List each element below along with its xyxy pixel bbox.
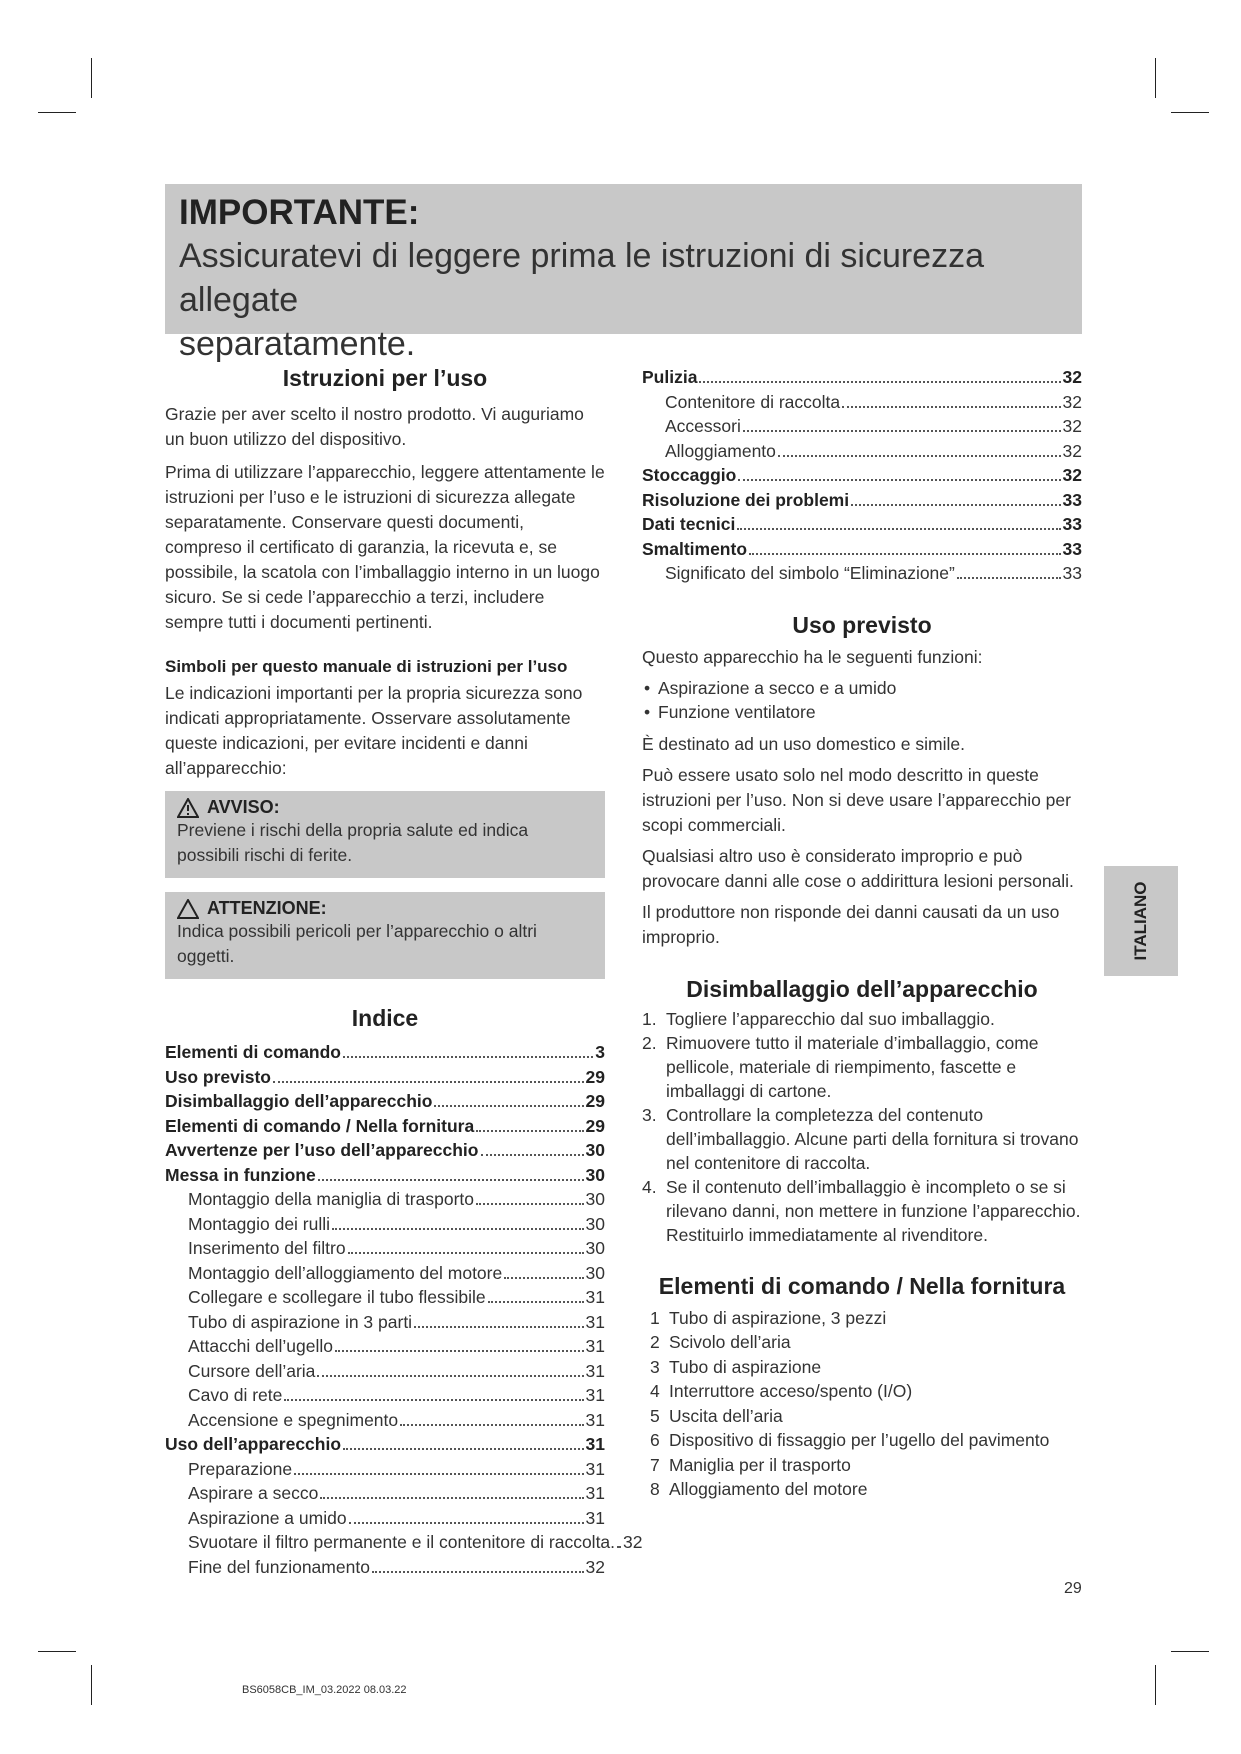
- toc-page: 31: [585, 1385, 605, 1405]
- crop-mark: [91, 58, 92, 98]
- unpacking-steps: [642, 1007, 1082, 1247]
- list-item: 6 Dispositivo di fissaggio per l’ugello del pavimento: [650, 1430, 1050, 1450]
- toc-entry: [642, 488, 1082, 513]
- toc-label: Montaggio della maniglia di trasporto: [188, 1189, 474, 1209]
- toc-leader: [294, 1473, 583, 1475]
- toc-leader: [504, 1277, 583, 1279]
- list-item: 3. Controllare la completezza del contenuto dell’imballaggio. Alcune parti della fornitura si trovano nel contenitore di raccolta.: [642, 1104, 1079, 1173]
- toc-page: 30: [585, 1262, 605, 1283]
- toc-page: 29: [585, 1066, 605, 1087]
- toc-label: Accessori: [665, 416, 741, 436]
- toc-leader: [332, 1228, 584, 1230]
- toc-entry: [165, 1310, 605, 1335]
- intro-paragraph: Prima di utilizzare l’apparecchio, leggere attentamente le istruzioni per l’uso e le istruzioni di sicurezza allegate separatamente. Conservare questi documenti, compreso il certificato di garanzia, la ricevuta e, se possibile, la scatola con l’imballaggio interno in un luogo sicuro. Se si cede l’apparecchio a terzi, includere sempre tutti i documenti pertinenti.: [165, 462, 605, 632]
- toc-entry: [642, 414, 1082, 439]
- toc-entry: [165, 1457, 605, 1482]
- section-heading: Uso previsto: [792, 611, 932, 638]
- toc-label: Accensione e spegnimento: [188, 1409, 399, 1430]
- toc-entry: [165, 1114, 605, 1139]
- toc-label: Elementi di comando / Nella fornitura: [165, 1115, 475, 1136]
- toc-page: 31: [585, 1434, 605, 1454]
- toc-leader: [273, 1081, 584, 1083]
- crop-mark: [91, 1665, 92, 1705]
- toc-entry: [165, 1408, 605, 1433]
- toc-entry: [165, 1359, 605, 1384]
- toc-page: 33: [1062, 538, 1082, 559]
- toc-label: Cavo di rete: [188, 1385, 283, 1405]
- toc-entry: [642, 390, 1082, 415]
- language-tab: [1104, 866, 1178, 976]
- section-heading: Disimballaggio dell’apparecchio: [686, 975, 1038, 1002]
- toc-entry: [165, 1432, 605, 1457]
- list-item: 8 Alloggiamento del motore: [650, 1479, 868, 1499]
- list-item: • Aspirazione a secco e a umido: [642, 676, 1082, 700]
- toc-leader: [348, 1252, 584, 1254]
- toc-label: Risoluzione dei problemi: [642, 489, 850, 510]
- toc-label: Uso dell’apparecchio: [165, 1434, 342, 1454]
- page-number: 29: [1064, 1580, 1082, 1597]
- toc-label: Elementi di comando: [165, 1042, 341, 1062]
- toc-page: 32: [1062, 367, 1082, 387]
- toc-leader: [743, 430, 1061, 432]
- language-label: ITALIANO: [1131, 881, 1150, 961]
- list-item: 1 Tubo di aspirazione, 3 pezzi: [650, 1307, 887, 1328]
- toc-entry: [642, 561, 1082, 586]
- toc-page: 30: [585, 1140, 605, 1160]
- list-item: 3 Tubo di aspirazione: [650, 1356, 822, 1377]
- toc-label: Aspirazione a umido: [188, 1507, 347, 1528]
- footer-code: BS6058CB_IM_03.2022 08.03.22: [242, 1684, 407, 1696]
- list-item: 4 Interruttore acceso/spento (I/O): [650, 1381, 913, 1401]
- toc-page: 29: [585, 1091, 605, 1111]
- uso-paragraph: È destinato ad un uso domestico e simile.: [642, 733, 965, 754]
- list-item: 2 Scivolo dell’aria: [650, 1332, 791, 1352]
- toc-leader: [842, 406, 1060, 408]
- toc-entry: [642, 512, 1082, 537]
- toc-leader: [414, 1326, 583, 1328]
- toc-page: 31: [585, 1287, 605, 1307]
- caution-triangle-icon: [177, 899, 199, 919]
- toc-page: 32: [1062, 391, 1082, 412]
- symbols-text: Le indicazioni importanti per la propria sicurezza sono indicati appropriatamente. Osservare assolutamente queste indicazioni, per evitare incidenti e danni all’apparecchio:: [165, 683, 583, 778]
- toc-leader: [343, 1056, 593, 1058]
- toc-page: 32: [623, 1532, 643, 1552]
- toc-label: Disimballaggio dell’apparecchio: [165, 1091, 433, 1111]
- caution-title: ATTENZIONE:: [207, 898, 327, 918]
- toc-page: 33: [1062, 489, 1082, 510]
- toc-entry: [165, 1383, 605, 1408]
- banner-line: Assicuratevi di leggere prima le istruzioni di sicurezza allegate: [179, 237, 984, 319]
- toc-page: 31: [585, 1483, 605, 1503]
- uso-paragraph: Qualsiasi altro uso è considerato improprio e può provocare danni alle cose o addirittura lesioni personali.: [642, 845, 1074, 891]
- toc-page: 31: [585, 1360, 605, 1381]
- toc-leader: [778, 455, 1061, 457]
- right-column: [642, 365, 1082, 1502]
- toc-entry: [165, 1530, 643, 1555]
- symbols-heading: Simboli per questo manuale di istruzioni per l’uso: [165, 657, 568, 676]
- list-item: 1. Togliere l’apparecchio dal suo imballaggio.: [642, 1008, 995, 1029]
- warning-title: AVVISO:: [207, 797, 280, 817]
- crop-mark: [1155, 58, 1156, 98]
- important-banner: [165, 184, 1082, 363]
- toc-entry: [165, 1261, 605, 1286]
- toc-leader: [335, 1350, 584, 1352]
- crop-mark: [38, 1651, 76, 1652]
- section-heading: Istruzioni per l’uso: [282, 365, 488, 391]
- toc-leader: [851, 504, 1060, 506]
- parts-list: [642, 1306, 1082, 1502]
- toc-leader: [320, 1497, 583, 1499]
- toc-page: 32: [1062, 465, 1082, 485]
- toc-entry: [165, 1555, 605, 1580]
- toc-entry: [165, 1506, 605, 1531]
- uso-intro: Questo apparecchio ha le seguenti funzioni:: [642, 646, 983, 667]
- toc-label: Pulizia: [642, 367, 698, 387]
- crop-mark: [1171, 1651, 1209, 1652]
- toc-entry: [165, 1089, 605, 1114]
- intro-paragraph: Grazie per aver scelto il nostro prodotto. Vi auguriamo un buon utilizzo del dispositivo.: [165, 404, 584, 449]
- toc-label: Inserimento del filtro: [188, 1238, 346, 1258]
- toc-entry: [165, 1163, 605, 1188]
- toc-page: 32: [585, 1556, 605, 1577]
- list-item: 7 Maniglia per il trasporto: [650, 1454, 851, 1475]
- crop-mark: [1155, 1665, 1156, 1705]
- crop-mark: [38, 112, 76, 113]
- toc-leader: [343, 1448, 584, 1450]
- toc-page: 31: [585, 1507, 605, 1528]
- toc-entry: [165, 1212, 605, 1237]
- toc-leader: [617, 1546, 621, 1548]
- toc-label: Messa in funzione: [165, 1164, 316, 1185]
- toc-page: 30: [585, 1164, 605, 1185]
- toc-label: Fine del funzionamento: [188, 1556, 370, 1577]
- toc-page: 32: [1062, 416, 1082, 436]
- toc-leader: [400, 1424, 583, 1426]
- toc-entry: [165, 1187, 605, 1212]
- toc-entry: [165, 1236, 605, 1261]
- warning-box: [165, 791, 605, 878]
- toc-page: 33: [1062, 563, 1082, 583]
- toc-leader: [957, 577, 1061, 579]
- toc-entry: [642, 365, 1082, 390]
- list-item: 5 Uscita dell’aria: [650, 1405, 783, 1426]
- toc-leader: [737, 528, 1060, 530]
- toc-entry: [165, 1138, 605, 1163]
- toc-label: Uso previsto: [165, 1066, 271, 1087]
- toc-label: Tubo di aspirazione in 3 parti: [188, 1311, 413, 1332]
- left-column: [165, 365, 643, 1579]
- toc-page: 31: [585, 1409, 605, 1430]
- toc-leader: [372, 1571, 584, 1573]
- toc-leader: [284, 1399, 583, 1401]
- toc-label: Contenitore di raccolta: [665, 391, 841, 412]
- toc-page: 3: [595, 1042, 605, 1062]
- toc-leader: [317, 1375, 583, 1377]
- toc-page: 31: [585, 1311, 605, 1332]
- toc-page: 30: [585, 1213, 605, 1234]
- toc-label: Cursore dell’aria: [188, 1360, 316, 1381]
- uso-paragraph: Il produttore non risponde dei danni causati da un uso improprio.: [642, 901, 1060, 947]
- toc-entry: [165, 1285, 605, 1310]
- list-item: • Funzione ventilatore: [642, 700, 1082, 724]
- toc-entry: [165, 1065, 605, 1090]
- index-heading: Indice: [351, 1005, 419, 1031]
- toc-leader: [476, 1203, 584, 1205]
- toc-leader: [699, 381, 1060, 383]
- table-of-contents: [165, 1040, 643, 1579]
- toc-label: Collegare e scollegare il tubo flessibile: [188, 1287, 486, 1307]
- toc-page: 31: [585, 1458, 605, 1479]
- toc-page: 30: [585, 1189, 605, 1209]
- toc-leader: [488, 1301, 584, 1303]
- crop-mark: [1171, 112, 1209, 113]
- toc-label: Stoccaggio: [642, 465, 737, 485]
- banner-line: separatamente.: [179, 325, 416, 363]
- toc-label: Montaggio dell’alloggiamento del motore: [188, 1262, 503, 1283]
- caution-text: Indica possibili pericoli per l’apparecchio o altri oggetti.: [177, 921, 537, 966]
- function-list: [642, 676, 1082, 724]
- toc-entry: [165, 1481, 605, 1506]
- toc-label: Preparazione: [188, 1458, 293, 1479]
- toc-page: 29: [585, 1115, 605, 1136]
- toc-leader: [434, 1105, 583, 1107]
- warning-text: Previene i rischi della propria salute ed indica possibili rischi di ferite.: [177, 820, 529, 865]
- toc-page: 33: [1062, 514, 1082, 534]
- table-of-contents-continued: [642, 365, 1082, 586]
- list-item: 4. Se il contenuto dell’imballaggio è incompleto o se si rilevano danni, non mettere in funzione l’apparecchio. Restituirlo immediatamente al rivenditore.: [642, 1176, 1081, 1245]
- toc-entry: [642, 463, 1082, 488]
- toc-entry: [642, 537, 1082, 562]
- toc-label: Attacchi dell’ugello: [188, 1336, 333, 1356]
- toc-leader: [738, 479, 1060, 481]
- caution-box: [165, 892, 605, 979]
- uso-paragraph: Può essere usato solo nel modo descritto in queste istruzioni per l’uso. Non si deve usare l’apparecchio per scopi commerciali.: [642, 764, 1071, 835]
- toc-entry: [642, 439, 1082, 464]
- toc-label: Montaggio dei rulli: [188, 1213, 331, 1234]
- banner-title: IMPORTANTE:: [179, 193, 420, 232]
- toc-label: Significato del simbolo “Eliminazione”: [665, 563, 955, 583]
- toc-label: Svuotare il filtro permanente e il contenitore di raccolta.: [188, 1532, 616, 1552]
- toc-page: 31: [585, 1336, 605, 1356]
- toc-label: Aspirare a secco: [188, 1483, 319, 1503]
- toc-page: 30: [585, 1238, 605, 1258]
- toc-leader: [349, 1522, 584, 1524]
- toc-entry: [165, 1334, 605, 1359]
- toc-leader: [749, 553, 1061, 555]
- warning-triangle-icon: [177, 798, 199, 818]
- toc-label: Dati tecnici: [642, 514, 736, 534]
- list-item: 2. Rimuovere tutto il materiale d’imballaggio, come pellicole, materiale di riempimento, fascette e imballaggi di cartone.: [642, 1032, 1039, 1101]
- toc-label: Avvertenze per l’uso dell’apparecchio: [165, 1140, 479, 1160]
- section-heading: Elementi di comando / Nella fornitura: [658, 1272, 1066, 1299]
- toc-leader: [318, 1179, 584, 1181]
- toc-entry: [165, 1040, 605, 1065]
- toc-page: 32: [1062, 440, 1082, 461]
- toc-leader: [476, 1130, 583, 1132]
- toc-label: Alloggiamento: [665, 440, 776, 461]
- toc-label: Smaltimento: [642, 538, 748, 559]
- toc-leader: [481, 1154, 584, 1156]
